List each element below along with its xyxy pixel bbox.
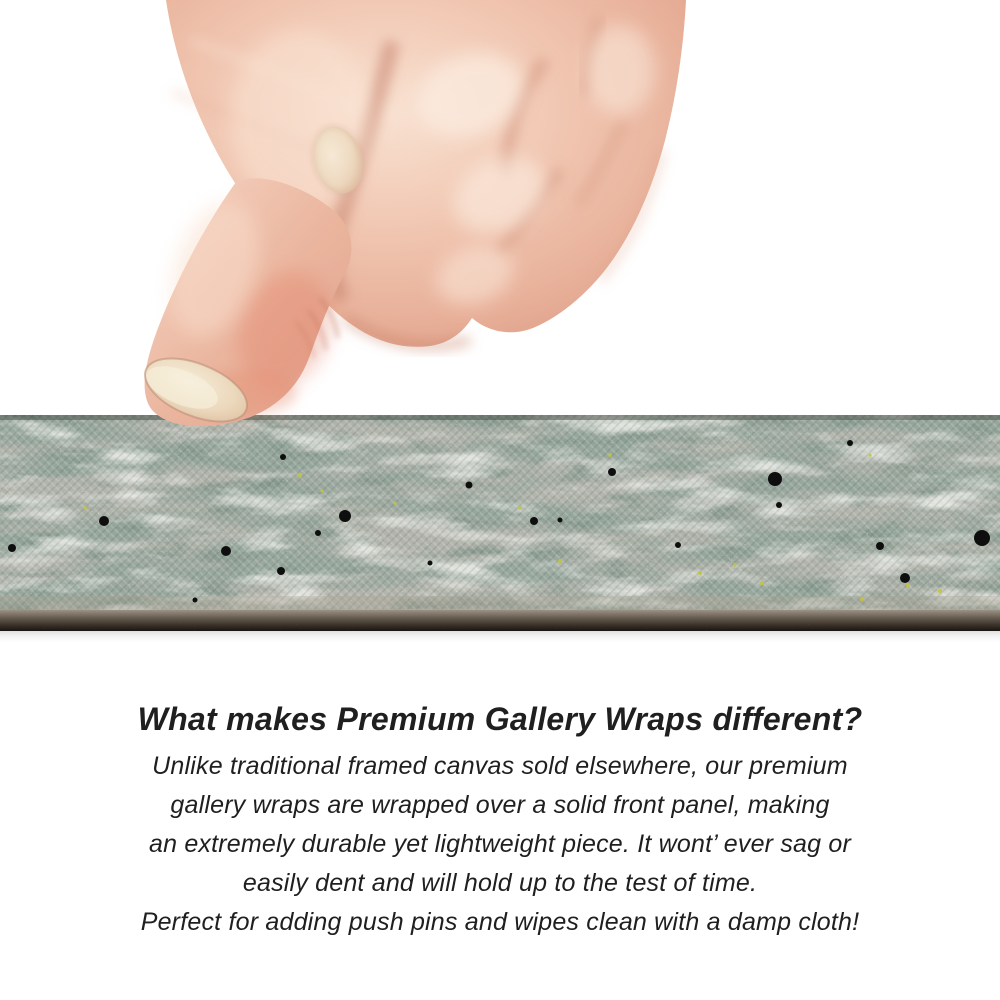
canvas-edge-strip [0, 413, 1000, 648]
copy-heading: What makes Premium Gallery Wraps different? [137, 701, 863, 737]
canvas-bottom-edge [0, 610, 1000, 645]
copy-line-4: easily dent and will hold up to the test of time. [242, 869, 758, 897]
thumb [136, 178, 351, 434]
copy-line-2: gallery wraps are wrapped over a solid front panel, making [170, 791, 830, 819]
copy-line-3: an extremely durable yet lightweight piece. It wont’ ever sag or [148, 830, 852, 858]
copy-line-5: Perfect for adding push pins and wipes clean with a damp cloth! [140, 908, 860, 936]
hand-photo [0, 0, 1000, 440]
copy-line-1: Unlike traditional framed canvas sold elsewhere, our premium [152, 752, 848, 780]
marketing-copy [0, 701, 1000, 942]
